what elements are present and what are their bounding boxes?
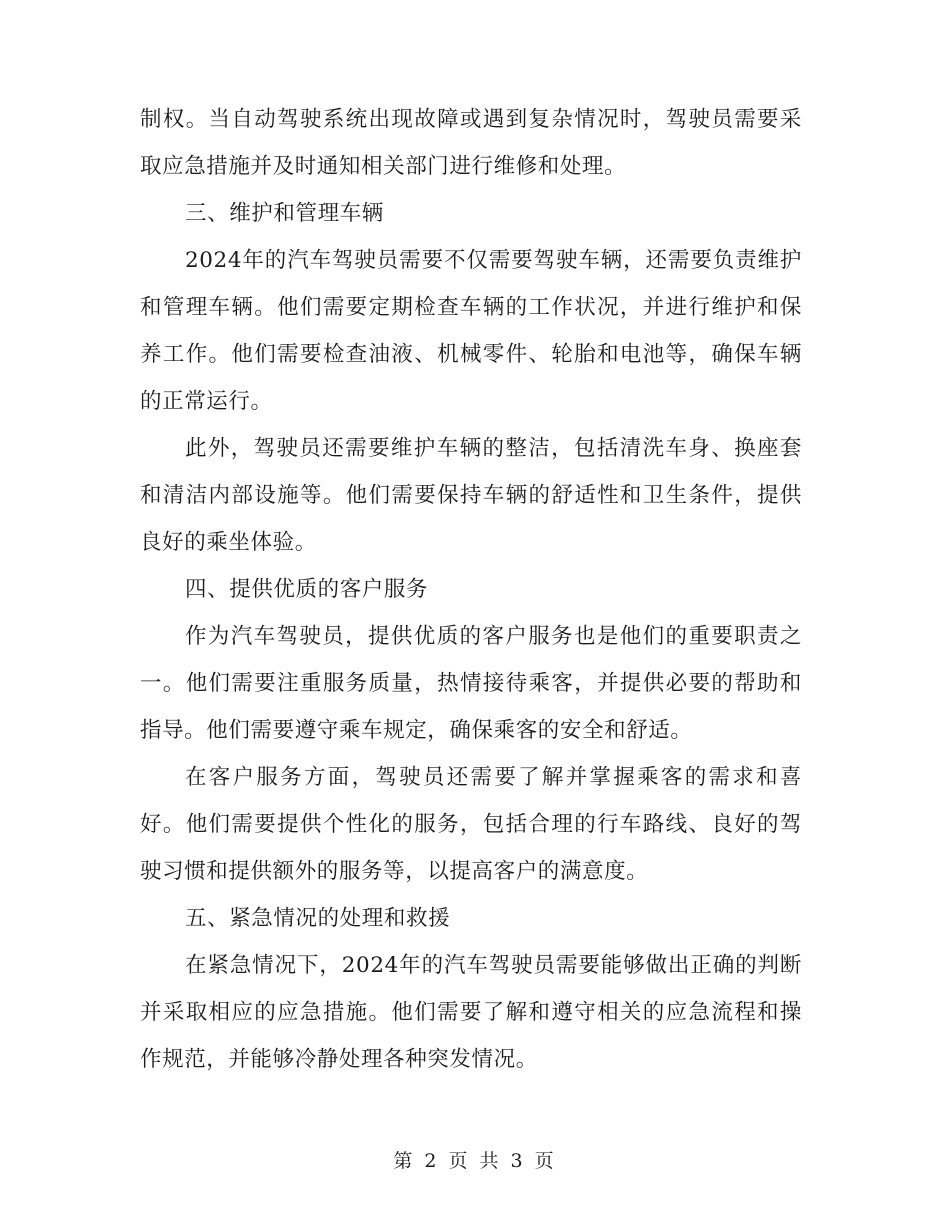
paragraph: 在紧急情况下，2024年的汽车驾驶员需要能够做出正确的判断并采取相应的应急措施。他们需要了解和遵守相关的应急流程和操作规范，并能够冷静处理各种突发情况。: [140, 953, 802, 1072]
paragraph: 此外，驾驶员还需要维护车辆的整洁，包括清洗车身、换座套和清洁内部设施等。他们需要保持车辆的舒适性和卫生条件，提供良好的乘坐体验。: [140, 436, 802, 555]
section-heading-3: 三、维护和管理车辆: [185, 201, 384, 226]
paragraph-continued: 制权。当自动驾驶系统出现故障或遇到复杂情况时，驾驶员需要采取应急措施并及时通知相关部门进行维修和处理。: [140, 107, 802, 179]
paragraph: 作为汽车驾驶员，提供优质的客户服务也是他们的重要职责之一。他们需要注重服务质量，热情接待乘客，并提供必要的帮助和指导。他们需要遵守乘车规定，确保乘客的安全和舒适。: [140, 624, 802, 743]
section-heading-5: 五、紧急情况的处理和救援: [185, 906, 451, 931]
paragraph: 2024年的汽车驾驶员需要不仅需要驾驶车辆，还需要负责维护和管理车辆。他们需要定期检查车辆的工作状况，并进行维护和保养工作。他们需要检查油液、机械零件、轮胎和电池等，确保车辆的正常运行。: [140, 248, 802, 414]
document-body: [140, 96, 802, 1083]
section-heading-4: 四、提供优质的客户服务: [185, 577, 429, 602]
paragraph: 在客户服务方面，驾驶员还需要了解并掌握乘客的需求和喜好。他们需要提供个性化的服务，包括合理的行车路线、良好的驾驶习惯和提供额外的服务等，以提高客户的满意度。: [140, 765, 802, 884]
page-number-footer: 第 2 页 共 3 页: [393, 1150, 557, 1172]
